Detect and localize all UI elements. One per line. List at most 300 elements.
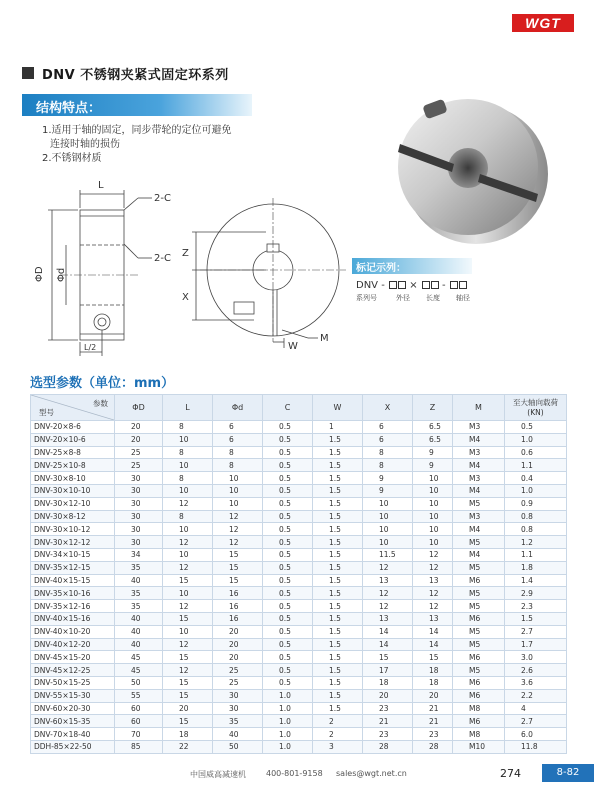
value-cell: 1.5 <box>313 510 363 523</box>
value-cell: 1.5 <box>313 574 363 587</box>
value-cell: 1.5 <box>313 446 363 459</box>
value-cell: 0.5 <box>263 472 313 485</box>
value-cell: 0.5 <box>263 625 313 638</box>
value-cell: 1.1 <box>505 548 567 561</box>
value-cell: 12 <box>163 536 213 549</box>
value-cell: 85 <box>115 740 163 753</box>
technical-drawing <box>20 170 350 362</box>
value-cell: 14 <box>363 625 413 638</box>
value-cell: 13 <box>413 612 453 625</box>
table-corner-cell <box>31 395 115 421</box>
value-cell: 0.5 <box>263 612 313 625</box>
table-row <box>31 536 567 549</box>
table-row <box>31 740 567 753</box>
value-cell: 2.7 <box>505 715 567 728</box>
table-row <box>31 459 567 472</box>
dim-label-outer-diameter: ΦD <box>34 266 45 282</box>
value-cell: M5 <box>453 587 505 600</box>
value-cell: 13 <box>413 574 453 587</box>
value-cell: 30 <box>115 484 163 497</box>
value-cell: 12 <box>363 587 413 600</box>
value-cell: 1.5 <box>313 638 363 651</box>
value-cell: 8 <box>163 421 213 434</box>
value-cell: 10 <box>413 472 453 485</box>
model-cell: DNV-30×12-12 <box>31 536 115 549</box>
table-row <box>31 600 567 613</box>
value-cell: 6 <box>363 421 413 434</box>
value-cell: 22 <box>163 740 213 753</box>
value-cell: 30 <box>115 497 163 510</box>
value-cell: 12 <box>213 510 263 523</box>
value-cell: 0.5 <box>263 548 313 561</box>
product-photo <box>388 82 558 252</box>
value-cell: 1.5 <box>313 664 363 677</box>
column-header: ΦD <box>115 395 163 421</box>
table-row <box>31 510 567 523</box>
value-cell: 23 <box>363 702 413 715</box>
value-cell: 18 <box>363 676 413 689</box>
spec-table-body <box>31 421 567 754</box>
column-header: L <box>163 395 213 421</box>
features-heading: 结构特点： <box>36 101 102 116</box>
value-cell: 0.5 <box>263 433 313 446</box>
value-cell: 1.5 <box>313 702 363 715</box>
value-cell: 1.0 <box>263 740 313 753</box>
model-cell: DNV-30×8-10 <box>31 472 115 485</box>
value-cell: M5 <box>453 497 505 510</box>
value-cell: 70 <box>115 728 163 741</box>
table-row <box>31 472 567 485</box>
value-cell: 10 <box>413 497 453 510</box>
spec-table <box>30 394 567 754</box>
value-cell: 1.5 <box>313 536 363 549</box>
value-cell: 9 <box>413 446 453 459</box>
feature-item: 2.不锈钢材质 <box>42 153 102 164</box>
value-cell: M4 <box>453 433 505 446</box>
value-cell: 0.5 <box>263 536 313 549</box>
dim-label-M: M <box>320 333 329 344</box>
value-cell: 15 <box>163 651 213 664</box>
value-cell: M6 <box>453 574 505 587</box>
value-cell: 1.8 <box>505 561 567 574</box>
corner-bottom-label: 型号 <box>39 408 54 417</box>
table-row <box>31 651 567 664</box>
value-cell: 35 <box>213 715 263 728</box>
table-row <box>31 587 567 600</box>
value-cell: 0.5 <box>263 523 313 536</box>
page-tag: 8-82 <box>542 764 594 782</box>
title-square-icon <box>22 67 34 79</box>
value-cell: 25 <box>115 446 163 459</box>
value-cell: 40 <box>213 728 263 741</box>
value-cell: 1.7 <box>505 638 567 651</box>
table-row <box>31 497 567 510</box>
value-cell: 10 <box>413 523 453 536</box>
value-cell: 10 <box>413 536 453 549</box>
footer-company: 中国威高减速机 <box>190 770 246 779</box>
value-cell: 55 <box>115 689 163 702</box>
features-banner <box>22 94 252 116</box>
value-cell: 1.0 <box>263 715 313 728</box>
table-row <box>31 548 567 561</box>
value-cell: 0.5 <box>263 587 313 600</box>
value-cell: 10 <box>163 433 213 446</box>
value-cell: 1.5 <box>313 497 363 510</box>
value-cell: 9 <box>363 472 413 485</box>
value-cell: 15 <box>213 548 263 561</box>
value-cell: 23 <box>363 728 413 741</box>
value-cell: 2 <box>313 728 363 741</box>
value-cell: 10 <box>363 497 413 510</box>
footer-phone: 400-801-9158 <box>266 769 323 778</box>
value-cell: M4 <box>453 459 505 472</box>
value-cell: 21 <box>413 715 453 728</box>
model-cell: DNV-35×12-16 <box>31 600 115 613</box>
value-cell: 6 <box>363 433 413 446</box>
value-cell: 0.5 <box>263 459 313 472</box>
value-cell: 10 <box>163 523 213 536</box>
value-cell: 1.5 <box>313 625 363 638</box>
model-cell: DNV-30×12-10 <box>31 497 115 510</box>
dim-label-bore-diameter: Φd <box>56 267 67 282</box>
value-cell: 21 <box>413 702 453 715</box>
value-cell: 0.6 <box>505 446 567 459</box>
value-cell: 1.5 <box>313 459 363 472</box>
marking-banner <box>352 258 472 274</box>
value-cell: 20 <box>213 651 263 664</box>
value-cell: 6.5 <box>413 433 453 446</box>
value-cell: 1.1 <box>505 459 567 472</box>
value-cell: 8 <box>163 472 213 485</box>
page-title: DNV 不锈钢夹紧式固定环系列 <box>42 67 229 83</box>
value-cell: 0.5 <box>263 651 313 664</box>
placeholder-box-icon <box>431 281 439 289</box>
column-header: 至大轴向载荷 (KN) <box>505 395 567 421</box>
value-cell: 13 <box>363 612 413 625</box>
value-cell: 35 <box>115 587 163 600</box>
value-cell: 12 <box>163 638 213 651</box>
value-cell: 15 <box>163 689 213 702</box>
value-cell: M6 <box>453 651 505 664</box>
value-cell: 20 <box>163 702 213 715</box>
value-cell: M6 <box>453 715 505 728</box>
value-cell: 10 <box>413 510 453 523</box>
value-cell: 45 <box>115 664 163 677</box>
value-cell: 15 <box>163 715 213 728</box>
value-cell: 50 <box>213 740 263 753</box>
table-row <box>31 523 567 536</box>
model-cell: DNV-60×15-35 <box>31 715 115 728</box>
value-cell: 2.6 <box>505 664 567 677</box>
marking-prefix: DNV - <box>356 280 385 291</box>
value-cell: 0.4 <box>505 472 567 485</box>
value-cell: 12 <box>163 561 213 574</box>
placeholder-box-icon <box>422 281 430 289</box>
value-cell: 12 <box>413 600 453 613</box>
value-cell: 6.5 <box>413 421 453 434</box>
value-cell: M5 <box>453 625 505 638</box>
value-cell: M8 <box>453 728 505 741</box>
value-cell: 30 <box>115 510 163 523</box>
value-cell: 1.4 <box>505 574 567 587</box>
table-row <box>31 702 567 715</box>
value-cell: 18 <box>163 728 213 741</box>
value-cell: 1.5 <box>313 587 363 600</box>
feature-item: 连接时轴的损伤 <box>50 139 120 150</box>
value-cell: 12 <box>213 536 263 549</box>
dim-label-half-length: L/2 <box>84 343 97 352</box>
table-row <box>31 676 567 689</box>
value-cell: 23 <box>413 728 453 741</box>
value-cell: 18 <box>413 676 453 689</box>
value-cell: 1.0 <box>263 689 313 702</box>
table-row <box>31 574 567 587</box>
model-cell: DNV-55×15-30 <box>31 689 115 702</box>
value-cell: 20 <box>363 689 413 702</box>
value-cell: 16 <box>213 612 263 625</box>
value-cell: 11.5 <box>363 548 413 561</box>
table-row <box>31 689 567 702</box>
value-cell: 25 <box>213 664 263 677</box>
value-cell: 2.9 <box>505 587 567 600</box>
value-cell: 10 <box>213 484 263 497</box>
value-cell: 12 <box>213 523 263 536</box>
value-cell: 8 <box>213 459 263 472</box>
value-cell: 10 <box>213 472 263 485</box>
value-cell: M3 <box>453 472 505 485</box>
model-cell: DNV-60×20-30 <box>31 702 115 715</box>
value-cell: 1.0 <box>505 433 567 446</box>
value-cell: 3 <box>313 740 363 753</box>
value-cell: 17 <box>363 664 413 677</box>
value-cell: 12 <box>163 664 213 677</box>
model-cell: DNV-40×15-15 <box>31 574 115 587</box>
value-cell: 2.7 <box>505 625 567 638</box>
footer-email[interactable]: sales@wgt.net.cn <box>336 769 407 778</box>
table-row <box>31 484 567 497</box>
table-row <box>31 612 567 625</box>
value-cell: 40 <box>115 625 163 638</box>
value-cell: 45 <box>115 651 163 664</box>
model-cell: DNV-70×18-40 <box>31 728 115 741</box>
marking-code <box>356 280 467 291</box>
value-cell: 0.8 <box>505 523 567 536</box>
brand-logo: WGT <box>512 14 574 32</box>
model-cell: DNV-35×10-16 <box>31 587 115 600</box>
value-cell: 16 <box>213 587 263 600</box>
value-cell: 1.5 <box>313 523 363 536</box>
dim-label-Z: Z <box>182 248 189 259</box>
value-cell: 12 <box>413 548 453 561</box>
value-cell: 0.5 <box>505 421 567 434</box>
value-cell: 30 <box>213 689 263 702</box>
value-cell: 1.5 <box>313 651 363 664</box>
value-cell: 0.5 <box>263 446 313 459</box>
value-cell: 21 <box>363 715 413 728</box>
value-cell: 20 <box>213 638 263 651</box>
value-cell: 10 <box>163 459 213 472</box>
value-cell: M10 <box>453 740 505 753</box>
model-cell: DNV-40×10-20 <box>31 625 115 638</box>
value-cell: 0.5 <box>263 574 313 587</box>
value-cell: 14 <box>363 638 413 651</box>
marking-caption: 外径 <box>396 294 410 302</box>
model-cell: DNV-30×10-12 <box>31 523 115 536</box>
value-cell: 1.5 <box>313 484 363 497</box>
value-cell: 12 <box>413 561 453 574</box>
value-cell: 0.5 <box>263 510 313 523</box>
marking-caption: 系列号 <box>356 294 377 302</box>
value-cell: 60 <box>115 702 163 715</box>
value-cell: 40 <box>115 574 163 587</box>
value-cell: 18 <box>413 664 453 677</box>
model-cell: DNV-40×12-20 <box>31 638 115 651</box>
value-cell: M8 <box>453 702 505 715</box>
value-cell: 10 <box>163 625 213 638</box>
value-cell: M4 <box>453 548 505 561</box>
model-cell: DNV-30×10-10 <box>31 484 115 497</box>
table-row <box>31 561 567 574</box>
value-cell: 1.0 <box>263 728 313 741</box>
value-cell: M6 <box>453 676 505 689</box>
value-cell: 0.9 <box>505 497 567 510</box>
value-cell: 6.0 <box>505 728 567 741</box>
value-cell: 9 <box>363 484 413 497</box>
value-cell: 8 <box>213 446 263 459</box>
value-cell: 1.5 <box>313 612 363 625</box>
table-row <box>31 433 567 446</box>
value-cell: 20 <box>213 625 263 638</box>
value-cell: 40 <box>115 612 163 625</box>
value-cell: 8 <box>363 446 413 459</box>
value-cell: M6 <box>453 612 505 625</box>
model-cell: DNV-20×8-6 <box>31 421 115 434</box>
value-cell: 30 <box>115 523 163 536</box>
value-cell: 14 <box>413 625 453 638</box>
value-cell: 0.5 <box>263 497 313 510</box>
value-cell: 13 <box>363 574 413 587</box>
value-cell: M5 <box>453 600 505 613</box>
value-cell: 30 <box>115 472 163 485</box>
feature-item: 1.适用于轴的固定，同步带轮的定位可避免 <box>42 125 232 136</box>
model-cell: DNV-40×15-16 <box>31 612 115 625</box>
value-cell: 10 <box>213 497 263 510</box>
value-cell: 10 <box>163 484 213 497</box>
value-cell: 0.5 <box>263 421 313 434</box>
value-cell: 0.5 <box>263 484 313 497</box>
value-cell: 8 <box>163 446 213 459</box>
value-cell: 0.8 <box>505 510 567 523</box>
value-cell: M3 <box>453 446 505 459</box>
model-cell: DDH-85×22-50 <box>31 740 115 753</box>
value-cell: 6 <box>213 421 263 434</box>
value-cell: 3.6 <box>505 676 567 689</box>
value-cell: 11.8 <box>505 740 567 753</box>
value-cell: 25 <box>213 676 263 689</box>
value-cell: 0.5 <box>263 676 313 689</box>
value-cell: M5 <box>453 561 505 574</box>
features-list <box>42 124 282 166</box>
value-cell: 16 <box>213 600 263 613</box>
dim-label-chamfer-top: 2-C <box>154 193 171 204</box>
value-cell: 2.3 <box>505 600 567 613</box>
model-cell: DNV-25×8-8 <box>31 446 115 459</box>
value-cell: 0.5 <box>263 600 313 613</box>
dim-label-chamfer-side: 2-C <box>154 253 171 264</box>
value-cell: M4 <box>453 484 505 497</box>
selection-heading: 选型参数（单位：mm） <box>30 376 175 391</box>
table-row <box>31 446 567 459</box>
value-cell: 8 <box>163 510 213 523</box>
table-header-row <box>31 395 567 421</box>
value-cell: M5 <box>453 638 505 651</box>
marking-heading: 标记示列： <box>356 263 406 274</box>
value-cell: 10 <box>363 510 413 523</box>
placeholder-box-icon <box>389 281 397 289</box>
value-cell: 10 <box>413 484 453 497</box>
value-cell: M5 <box>453 664 505 677</box>
column-header: M <box>453 395 505 421</box>
value-cell: 25 <box>115 459 163 472</box>
value-cell: 0.5 <box>263 561 313 574</box>
value-cell: 15 <box>163 612 213 625</box>
value-cell: 1.5 <box>313 689 363 702</box>
value-cell: 10 <box>363 523 413 536</box>
value-cell: 15 <box>213 574 263 587</box>
table-row <box>31 421 567 434</box>
value-cell: 15 <box>163 574 213 587</box>
column-header: Φd <box>213 395 263 421</box>
placeholder-box-icon <box>450 281 458 289</box>
value-cell: 34 <box>115 548 163 561</box>
value-cell: 10 <box>163 548 213 561</box>
value-cell: 15 <box>363 651 413 664</box>
value-cell: 1.2 <box>505 536 567 549</box>
table-row <box>31 728 567 741</box>
value-cell: 20 <box>115 433 163 446</box>
value-cell: M6 <box>453 689 505 702</box>
value-cell: 12 <box>363 600 413 613</box>
value-cell: 1.5 <box>313 433 363 446</box>
dim-label-W: W <box>288 341 298 352</box>
value-cell: 1.5 <box>313 472 363 485</box>
model-cell: DNV-45×12-25 <box>31 664 115 677</box>
value-cell: 60 <box>115 715 163 728</box>
table-row <box>31 715 567 728</box>
column-header: C <box>263 395 313 421</box>
placeholder-box-icon <box>459 281 467 289</box>
value-cell: 35 <box>115 561 163 574</box>
value-cell: 12 <box>363 561 413 574</box>
placeholder-box-icon <box>398 281 406 289</box>
page-number: 274 <box>500 767 521 780</box>
value-cell: 12 <box>163 497 213 510</box>
value-cell: 1.5 <box>313 676 363 689</box>
value-cell: M4 <box>453 523 505 536</box>
value-cell: 35 <box>115 600 163 613</box>
value-cell: 40 <box>115 638 163 651</box>
value-cell: 28 <box>413 740 453 753</box>
value-cell: 15 <box>413 651 453 664</box>
column-header: W <box>313 395 363 421</box>
marking-caption: 轴径 <box>456 294 470 302</box>
value-cell: 30 <box>213 702 263 715</box>
value-cell: M3 <box>453 510 505 523</box>
value-cell: 20 <box>413 689 453 702</box>
value-cell: 1 <box>313 421 363 434</box>
model-cell: DNV-25×10-8 <box>31 459 115 472</box>
value-cell: 30 <box>115 536 163 549</box>
